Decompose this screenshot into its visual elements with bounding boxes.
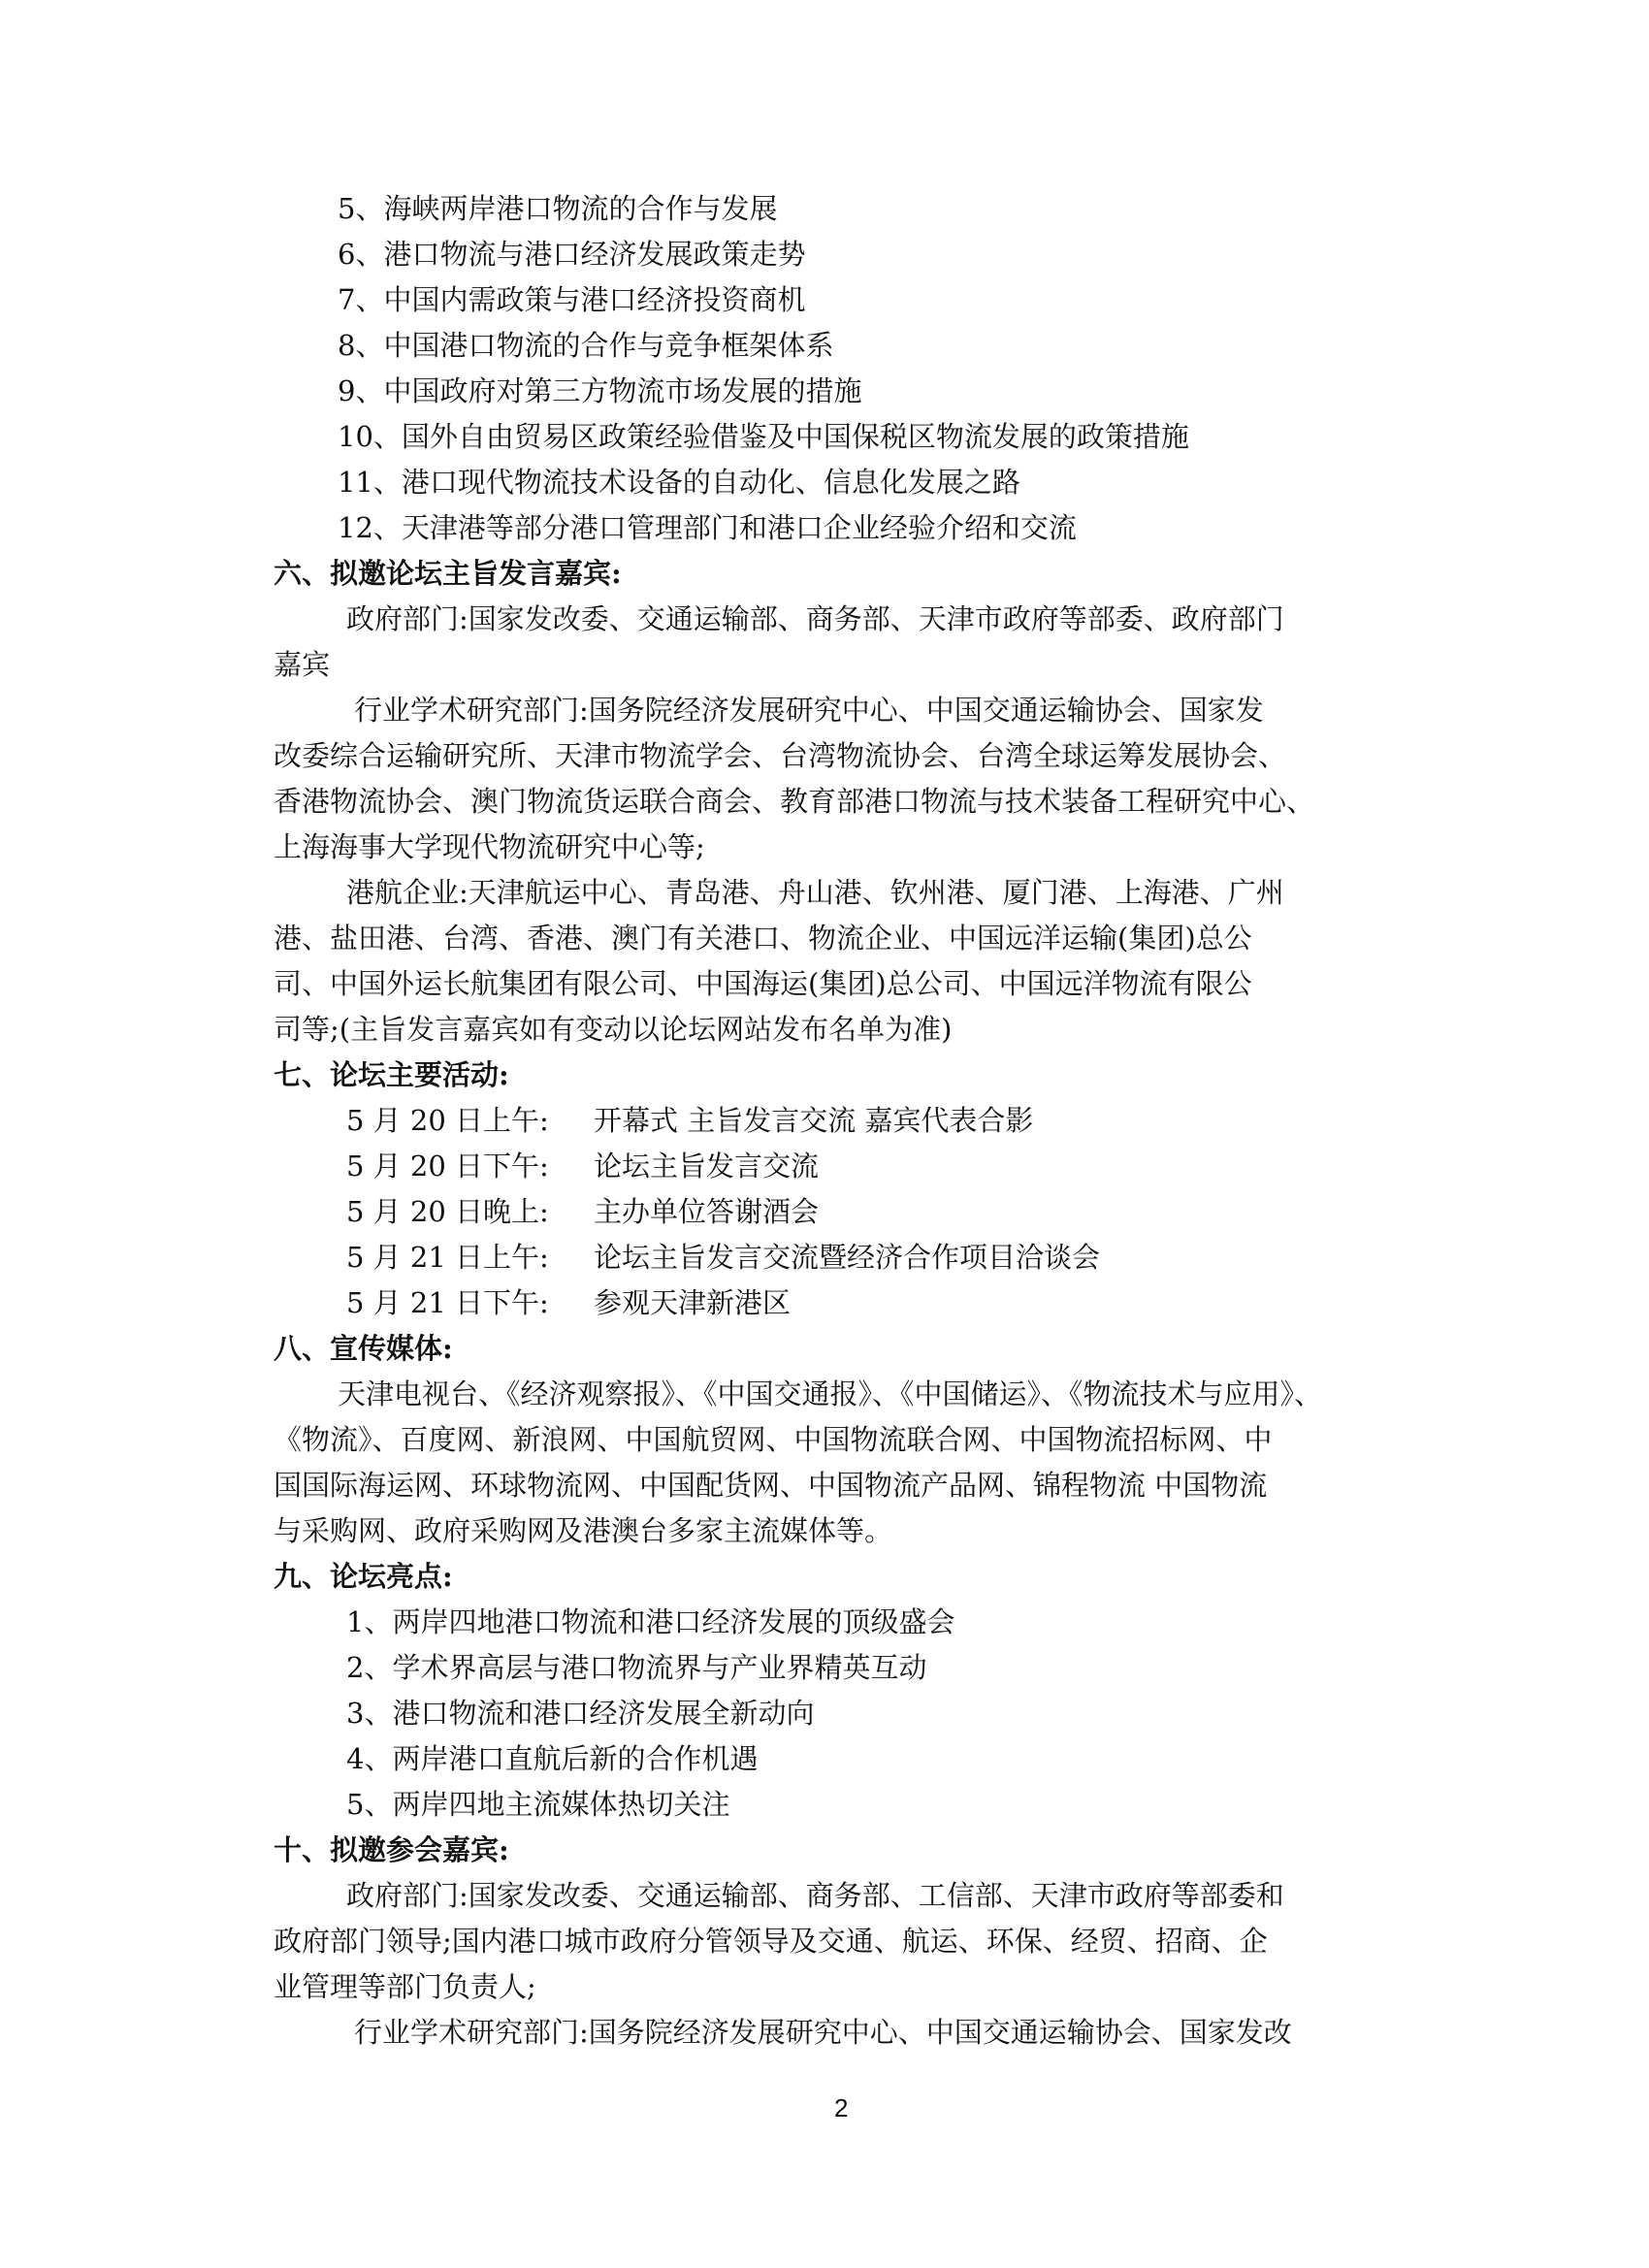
list-item: 10、国外自由贸易区政策经验借鉴及中国保税区物流发展的政策措施	[338, 420, 1189, 453]
list-item: 2、学术界高层与港口物流界与产业界精英互动	[346, 1651, 927, 1684]
list-item: 4、两岸港口直航后新的合作机遇	[346, 1742, 759, 1775]
list-item: 6、港口物流与港口经济发展政策走势	[338, 238, 806, 271]
list-item: 1、两岸四地港口物流和港口经济发展的顶级盛会	[346, 1605, 955, 1638]
section-heading: 七、论坛主要活动:	[274, 1058, 509, 1091]
paragraph-line: 政府部门:国家发改委、交通运输部、商务部、天津市政府等部委、政府部门	[346, 602, 1284, 635]
section-heading: 九、论坛亮点:	[274, 1560, 453, 1593]
schedule-event: 开幕式 主旨发言交流 嘉宾代表合影	[594, 1104, 1034, 1137]
schedule-event: 论坛主旨发言交流暨经济合作项目洽谈会	[594, 1241, 1101, 1274]
section-heading: 十、拟邀参会嘉宾:	[274, 1833, 509, 1866]
paragraph-line: 天津电视台、《经济观察报》、《中国交通报》、《中国储运》、《物流技术与应用》、	[338, 1377, 1323, 1410]
paragraph-line: 政府部门领导;国内港口城市政府分管领导及交通、航运、环保、经贸、招商、企	[274, 1925, 1268, 1958]
list-item: 7、中国内需政策与港口经济投资商机	[338, 283, 806, 316]
schedule-event: 论坛主旨发言交流	[594, 1150, 820, 1183]
schedule-event: 参观天津新港区	[594, 1286, 792, 1319]
paragraph-line: 行业学术研究部门:国务院经济发展研究中心、中国交通运输协会、国家发改	[354, 2016, 1292, 2049]
paragraph-line: 上海海事大学现代物流研究中心等;	[274, 830, 705, 863]
list-item: 9、中国政府对第三方物流市场发展的措施	[338, 374, 862, 407]
list-item: 5、海峡两岸港口物流的合作与发展	[338, 192, 778, 225]
schedule-time: 5 月 21 日上午:	[346, 1241, 549, 1274]
paragraph-line: 与采购网、政府采购网及港澳台多家主流媒体等。	[274, 1514, 893, 1547]
list-item: 5、两岸四地主流媒体热切关注	[346, 1788, 730, 1821]
schedule-time: 5 月 20 日上午:	[346, 1104, 549, 1137]
page-number: 2	[834, 2093, 849, 2122]
paragraph-line: 港航企业:天津航运中心、青岛港、舟山港、钦州港、厦门港、上海港、广州	[346, 876, 1284, 909]
paragraph-line: 嘉宾	[274, 648, 331, 681]
paragraph-line: 司、中国外运长航集团有限公司、中国海运(集团)总公司、中国远洋物流有限公	[274, 967, 1252, 1000]
paragraph-line: 行业学术研究部门:国务院经济发展研究中心、中国交通运输协会、国家发	[354, 694, 1264, 727]
schedule-time: 5 月 20 日晚上:	[346, 1195, 549, 1228]
paragraph-line: 政府部门:国家发改委、交通运输部、商务部、工信部、天津市政府等部委和	[346, 1879, 1284, 1912]
section-heading: 六、拟邀论坛主旨发言嘉宾:	[274, 557, 622, 590]
list-item: 8、中国港口物流的合作与竞争框架体系	[338, 329, 834, 362]
paragraph-line: 司等;(主旨发言嘉宾如有变动以论坛网站发布名单为准)	[274, 1013, 953, 1046]
paragraph-line: 《物流》、百度网、新浪网、中国航贸网、中国物流联合网、中国物流招标网、中	[274, 1423, 1273, 1456]
paragraph-line: 改委综合运输研究所、天津市物流学会、台湾物流协会、台湾全球运筹发展协会、	[274, 739, 1287, 772]
list-item: 11、港口现代物流技术设备的自动化、信息化发展之路	[338, 466, 1020, 499]
paragraph-line: 香港物流协会、澳门物流货运联合商会、教育部港口物流与技术装备工程研究中心、	[274, 785, 1315, 818]
paragraph-line: 港、盐田港、台湾、香港、澳门有关港口、物流企业、中国远洋运输(集团)总公	[274, 922, 1252, 955]
paragraph-line: 国国际海运网、环球物流网、中国配货网、中国物流产品网、锦程物流 中国物流	[274, 1469, 1268, 1502]
list-item: 3、港口物流和港口经济发展全新动向	[346, 1697, 815, 1730]
list-item: 12、天津港等部分港口管理部门和港口企业经验介绍和交流	[338, 511, 1077, 544]
paragraph-line: 业管理等部门负责人;	[274, 1970, 536, 2003]
schedule-event: 主办单位答谢酒会	[594, 1195, 820, 1228]
schedule-time: 5 月 20 日下午:	[346, 1150, 549, 1183]
schedule-time: 5 月 21 日下午:	[346, 1286, 549, 1319]
section-heading: 八、宣传媒体:	[274, 1332, 453, 1365]
